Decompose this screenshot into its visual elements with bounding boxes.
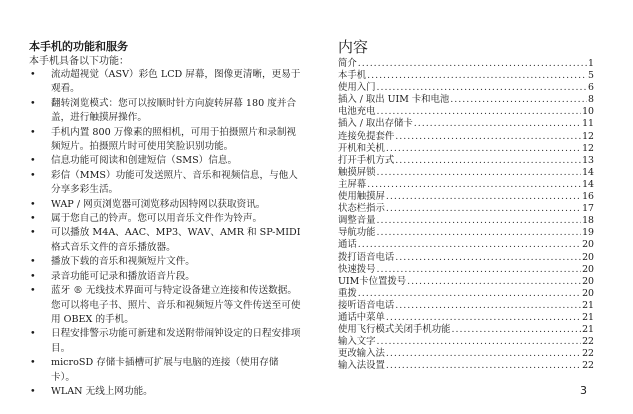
toc-entry-label: 调整音量 — [338, 215, 376, 227]
toc-entry[interactable] — [338, 70, 594, 82]
features-title: 本手机的功能和服务 — [29, 40, 128, 53]
feature-item — [29, 169, 301, 198]
toc-entry-label: 快速拨号 — [338, 263, 376, 275]
bullet-icon: • — [30, 328, 36, 340]
feature-text: 翻转浏览模式：您可以按顺时针方向旋转屏幕 180 度并合盖，进行触摸屏操作。 — [51, 97, 297, 124]
feature-text: 属于您自己的铃声。您可以用音乐文件作为铃声。 — [51, 213, 263, 225]
toc-entry[interactable] — [338, 215, 594, 227]
toc-entry-label: 使用入门 — [338, 82, 376, 94]
toc-entry[interactable] — [338, 203, 594, 215]
toc-entry[interactable] — [338, 264, 594, 276]
feature-text: 录音功能可记录和播放语音片段。 — [51, 270, 195, 282]
toc-entry[interactable] — [338, 58, 594, 70]
feature-text: WAP / 网页浏览器可浏览移动因特网以获取资讯。 — [51, 198, 266, 210]
toc-entry-page: 20 — [582, 287, 594, 299]
toc-entry[interactable] — [338, 288, 594, 300]
toc-entry-label: 接听语音电话 — [338, 299, 395, 311]
feature-item — [29, 126, 301, 155]
feature-text: 日程安排警示功能可新建和发送附带闹钟设定的日程安排项目。 — [51, 328, 301, 354]
toc-dot-leader — [367, 70, 587, 82]
toc-entry-page: 12 — [582, 142, 594, 154]
toc-dot-leader — [386, 191, 581, 203]
toc-entry-label: 插入 / 取出 UIM 卡和电池 — [338, 94, 450, 106]
toc-entry-page: 21 — [582, 324, 594, 336]
feature-text: 彩信（MMS）功能可发送照片、音乐和视频信息，与他人分享多彩生活。 — [51, 169, 298, 196]
toc-entry-page: 14 — [582, 178, 594, 190]
page-number: 3 — [580, 384, 587, 397]
toc-entry[interactable] — [338, 191, 594, 203]
features-section — [29, 40, 301, 399]
toc-entry[interactable] — [338, 252, 594, 264]
toc-entry[interactable] — [338, 276, 594, 288]
toc-dot-leader — [386, 360, 581, 372]
toc-dot-leader — [377, 336, 582, 348]
toc-entry-page: 10 — [582, 106, 594, 118]
toc-dot-leader — [407, 276, 581, 288]
toc-entry-label: 输入文字 — [338, 336, 376, 348]
toc-entry[interactable] — [338, 360, 594, 372]
toc-entry-page: 11 — [582, 118, 594, 130]
toc-entry[interactable] — [338, 143, 594, 155]
toc-dot-leader — [377, 106, 582, 118]
feature-item — [29, 284, 301, 327]
feature-item — [29, 212, 301, 226]
toc-dot-leader — [377, 215, 582, 227]
toc-entry-page: 22 — [582, 360, 594, 372]
toc-entry[interactable] — [338, 227, 594, 239]
toc-entry[interactable] — [338, 155, 594, 167]
toc-entry-page: 20 — [582, 239, 594, 251]
toc-entry-page: 16 — [582, 191, 594, 203]
features-intro: 本手机具备以下功能： — [29, 56, 129, 67]
bullet-icon: • — [30, 69, 36, 80]
toc-entry-page: 20 — [582, 251, 594, 263]
toc-entry-label: 使用飞行模式关闭手机功能 — [338, 324, 451, 336]
toc-entry-label: UIM卡位置拨号 — [338, 275, 407, 287]
toc-entry[interactable] — [338, 239, 594, 251]
bullet-icon: • — [30, 227, 36, 239]
toc-dot-leader — [358, 58, 587, 70]
bullet-icon: • — [30, 126, 36, 138]
toc-entry-page: 17 — [582, 203, 594, 215]
bullet-icon: • — [30, 97, 36, 109]
feature-item — [29, 356, 301, 385]
toc-entry-page: 5 — [588, 70, 594, 82]
toc-entry-label: 主屏幕 — [338, 178, 367, 190]
toc-entry[interactable] — [338, 82, 594, 94]
feature-item — [29, 385, 301, 399]
toc-entry-label: 触摸屏锁 — [338, 166, 376, 178]
toc-entry[interactable] — [338, 312, 594, 324]
features-list — [29, 68, 301, 399]
toc-entry-label: 导航功能 — [338, 227, 376, 239]
toc-entry-label: 简介 — [338, 58, 357, 69]
toc-dot-leader — [377, 227, 582, 239]
toc-entry-label: 拨打语音电话 — [338, 251, 395, 263]
toc-entry-label: 本手机 — [338, 70, 367, 82]
bullet-icon: • — [30, 155, 36, 167]
toc-entry-page: 1 — [588, 58, 594, 69]
toc-entry[interactable] — [338, 179, 594, 191]
feature-text: 信息功能可阅读和创建短信（SMS）信息。 — [51, 155, 238, 167]
feature-item — [29, 270, 301, 284]
bullet-icon: • — [30, 357, 36, 369]
feature-text: microSD 存储卡插槽可扩展与电脑的连接（使用存储卡）。 — [51, 357, 279, 383]
toc-entry[interactable] — [338, 167, 594, 179]
toc-entry-page: 22 — [582, 348, 594, 360]
toc-entry-page: 19 — [582, 227, 594, 239]
toc-entry-page: 12 — [582, 130, 594, 142]
toc-entry-page: 21 — [582, 311, 594, 323]
toc-entry[interactable] — [338, 348, 594, 360]
toc-entry-label: 开机和关机 — [338, 142, 385, 154]
toc-entry-label: 通话 — [338, 239, 357, 251]
bullet-icon: • — [30, 213, 36, 225]
toc-entry-label: 连接免提套件 — [338, 130, 395, 142]
bullet-icon: • — [30, 256, 36, 268]
toc-entry-label: 通话中菜单 — [338, 311, 385, 323]
toc-entry[interactable] — [338, 106, 594, 118]
toc-dot-leader — [367, 179, 581, 191]
toc-dot-leader — [358, 239, 581, 251]
toc-entry-page: 13 — [582, 154, 594, 166]
feature-text: 蓝牙 ® 无线技术界面可与特定设备建立连接和传送数据。您可以将电子书、照片、音乐和视频短片等文件传送至可使用 OBEX 的手机。 — [51, 285, 301, 325]
toc-dot-leader — [386, 203, 581, 215]
toc-entry-page: 18 — [582, 215, 594, 227]
toc-entry-label: 插入 / 取出存储卡 — [338, 118, 413, 130]
toc-entry-label: 状态栏指示 — [338, 203, 385, 215]
toc-dot-leader — [386, 143, 581, 155]
toc-entry-label: 使用触摸屏 — [338, 191, 385, 203]
toc-title: 内容 — [338, 38, 369, 56]
toc-entry-page: 22 — [582, 336, 594, 348]
toc-entry-page: 21 — [582, 299, 594, 311]
toc-entry[interactable] — [338, 131, 594, 143]
toc-entry-page: 8 — [588, 94, 594, 106]
feature-text: WLAN 无线上网功能。 — [51, 385, 153, 397]
toc-dot-leader — [395, 252, 581, 264]
toc-list — [338, 58, 594, 372]
toc-entry[interactable] — [338, 118, 594, 130]
toc-entry-page: 14 — [582, 166, 594, 178]
toc-entry-label: 更改输入法 — [338, 348, 385, 360]
toc-dot-leader — [377, 82, 588, 94]
feature-item — [29, 154, 301, 168]
bullet-icon: • — [30, 270, 36, 282]
toc-dot-leader — [452, 324, 582, 336]
feature-text: 播放下载的音乐和视频短片文件。 — [51, 256, 195, 268]
feature-item — [29, 327, 301, 356]
feature-text: 手机内置 800 万像素的照相机，可用于拍摄照片和录制视频短片。拍摄照片时可使用笑脸识别功能。 — [51, 126, 297, 153]
feature-item — [29, 97, 301, 126]
toc-entry-label: 输入法设置 — [338, 360, 385, 372]
toc-dot-leader — [414, 118, 581, 130]
toc-dot-leader — [395, 300, 581, 312]
toc-dot-leader — [358, 288, 581, 300]
toc-entry[interactable] — [338, 94, 594, 106]
toc-dot-leader — [386, 348, 581, 360]
toc-entry-label: 电池充电 — [338, 106, 376, 118]
toc-entry-page: 20 — [582, 275, 594, 287]
toc-entry[interactable] — [338, 336, 594, 348]
toc-entry[interactable] — [338, 300, 594, 312]
toc-dot-leader — [395, 131, 581, 143]
bullet-icon: • — [30, 285, 36, 297]
feature-text: 流动超视觉（ASV）彩色 LCD 屏幕，图像更清晰，更易于观看。 — [51, 69, 301, 95]
bullet-icon: • — [30, 198, 36, 210]
feature-item — [29, 198, 301, 212]
toc-dot-leader — [377, 264, 582, 276]
toc-entry[interactable] — [338, 324, 594, 336]
toc-dot-leader — [450, 94, 587, 106]
feature-text: 可以播放 M4A、AAC、MP3、WAV、AMR 和 SP-MIDI 格式音乐文件的音乐播放器。 — [51, 227, 301, 253]
toc-entry-label: 重拨 — [338, 287, 357, 299]
toc-dot-leader — [395, 155, 581, 167]
bullet-icon: • — [30, 385, 36, 397]
toc-entry-page: 6 — [588, 82, 594, 94]
bullet-icon: • — [30, 169, 36, 181]
toc-dot-leader — [377, 167, 582, 179]
table-of-contents — [338, 38, 594, 372]
toc-entry-label: 打开手机方式 — [338, 154, 395, 166]
feature-item — [29, 68, 301, 97]
toc-dot-leader — [386, 312, 581, 324]
feature-item — [29, 226, 301, 255]
toc-entry-page: 20 — [582, 263, 594, 275]
feature-item — [29, 255, 301, 269]
